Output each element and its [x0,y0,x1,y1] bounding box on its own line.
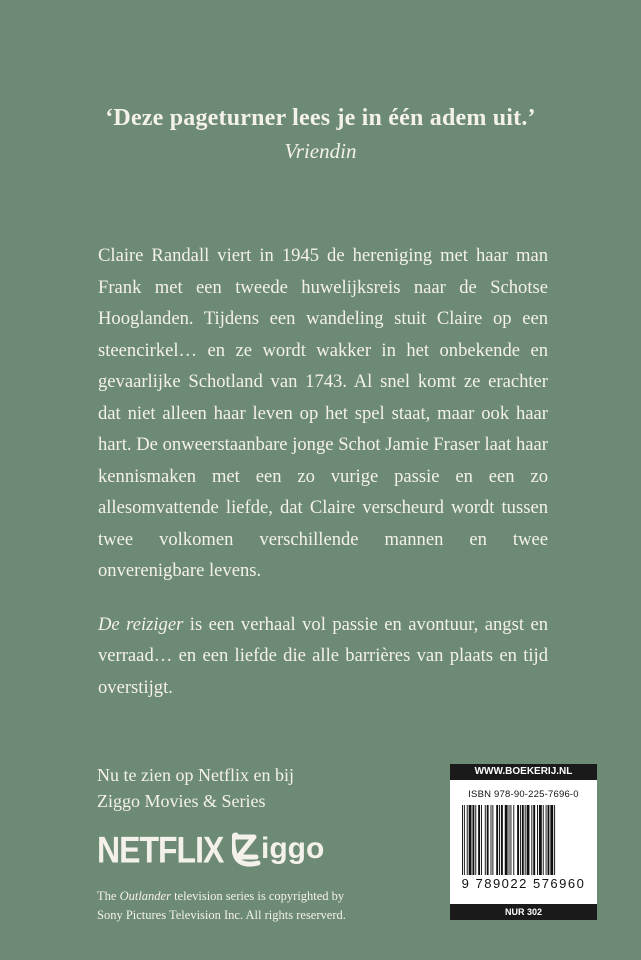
barcode-bar [547,805,549,875]
barcode-bar [508,805,509,875]
barcode-bar [538,805,541,875]
book-blurb [98,240,548,703]
netflix-logo: NETFLIX [97,829,224,871]
series-title: Outlander [119,889,171,903]
barcode-bar [462,805,463,875]
ziggo-logo [232,827,344,867]
streaming-line-2: Ziggo Movies & Series [97,791,266,811]
book-title: De reiziger [98,613,184,635]
barcode-bar [550,805,553,875]
barcode-bar [486,805,488,875]
review-source: Vriendin [284,139,357,163]
ziggo-wordmark: iggo [261,832,325,865]
barcode-bar [542,805,543,875]
barcode-bar [492,805,493,875]
barcode-bar [500,805,502,875]
partner-logos [97,822,347,872]
barcode-bar [475,805,476,875]
barcode-digits: 9 789022 576960 [461,876,586,891]
barcode-bar [524,805,525,875]
blurb-paragraph-1: Claire Randall viert in 1945 de hereniging met haar man Frank met een tweede huwelijksreis naar de Schotse Hooglanden. Tijdens een wandeling stuit Claire op een steencirkel… en ze wordt wakker in het onbekende en gevaarlijke Schotland van 1743. Al snel komt ze erachter dat niet alleen haar leven op het spel staat, maar ook haar hart. De onweerstaanbare jonge Schot Jamie Fraser laat haar kennismaken met een zo vurige passie en een zo allesomvattende liefde, dat Claire verscheurd wordt tussen twee volkomen verschillende mannen en twee onverenigbare levens. [98,245,548,581]
barcode-bar [517,805,519,875]
blurb-paragraph-2-text: is een verhaal vol passie en avontuur, angst en verraad… en een liefde die alle barrières van plaats en tijd overstijgt. [98,613,549,698]
barcode-bar [496,805,498,875]
barcode-bar [510,805,511,875]
barcode-bars [460,805,588,875]
barcode-bar [484,805,485,875]
barcode-bar [504,805,507,875]
barcode-bar [478,805,480,875]
barcode-bar [521,805,523,875]
blurb-paragraph-2 [98,609,548,704]
review-quote: ‘Deze pageturner lees je in één adem uit.’ [105,105,536,131]
streaming-info [97,762,294,814]
copyright-prefix: The [97,889,120,903]
barcode-bar [533,805,535,875]
barcode-bar [513,805,514,875]
barcode-bar [526,805,529,875]
nur-label: NUR 302 [450,904,597,920]
barcode-bar [531,805,532,875]
barcode-box [450,764,597,920]
barcode-bar [472,805,474,875]
copyright-notice [97,887,346,925]
copyright-line-2: Sony Pictures Television Inc. All rights reserverd. [97,908,346,922]
barcode-bar [537,805,538,875]
publisher-url: WWW.BOEKERIJ.NL [450,764,597,780]
copyright-suffix: television series is copyrighted by [170,889,345,903]
barcode-bar [519,805,520,875]
barcode-bar [468,805,471,875]
isbn-label: ISBN 978-90-225-7696-0 [468,789,579,800]
streaming-line-1: Nu te zien op Netflix en bij [97,765,294,785]
barcode-bar [481,805,482,875]
barcode-bar [466,805,467,875]
barcode-bar [554,805,555,875]
barcode-bar [463,805,464,875]
copyright-line-1 [97,887,346,906]
barcode-bar [545,805,546,875]
barcode-bar [499,805,500,875]
barcode-bar [490,805,491,875]
review-quote-block [0,102,641,166]
